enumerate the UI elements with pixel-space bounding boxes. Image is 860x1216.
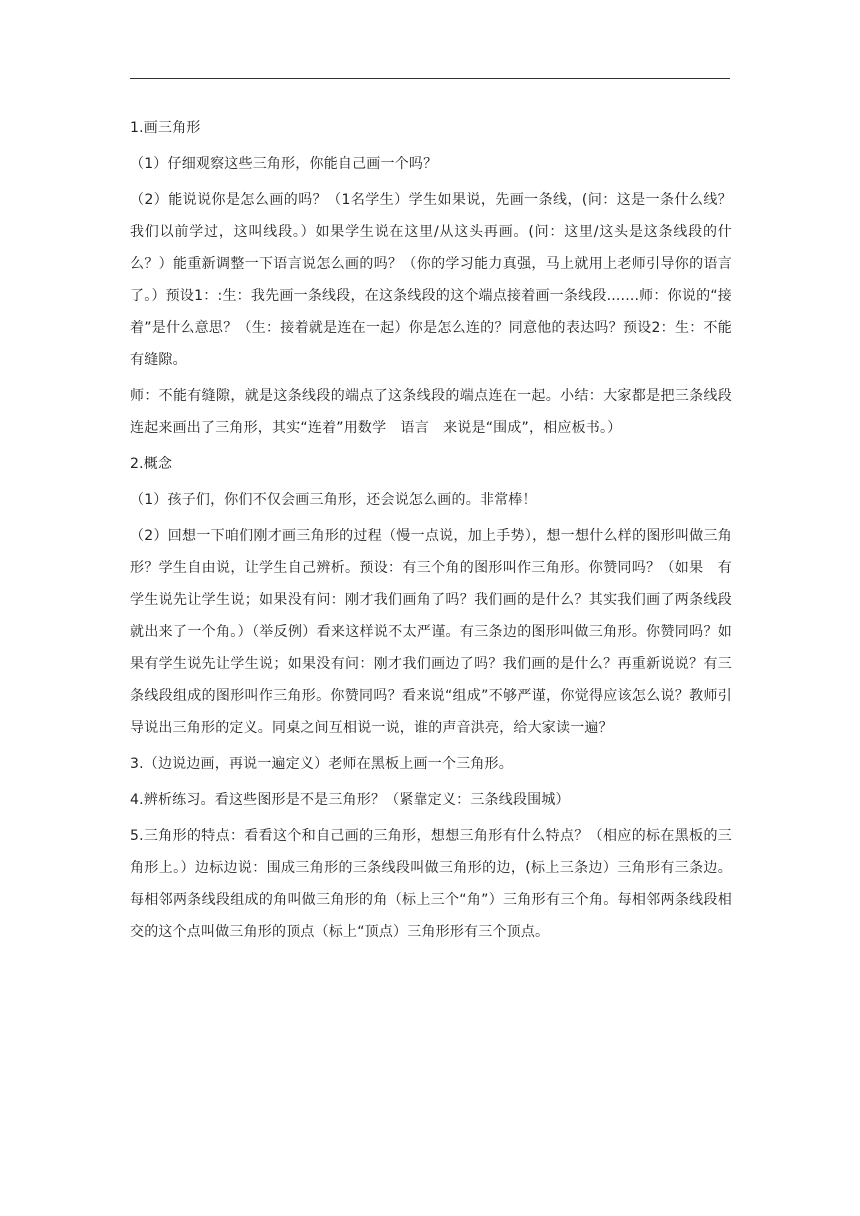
paragraph: （1）仔细观察这些三角形，你能自己画一个吗？ xyxy=(130,156,438,172)
section-heading-concept: 2.概念 xyxy=(130,456,173,472)
section-heading-draw-triangle: 1.画三角形 xyxy=(130,120,201,136)
paragraph: 4.辨析练习。看这些图形是不是三角形？（紧靠定义：三条线段围城） xyxy=(130,792,570,808)
document-body xyxy=(130,112,732,948)
header-rule xyxy=(130,78,730,79)
paragraph: 3.（边说边画，再说一遍定义）老师在黑板上画一个三角形。 xyxy=(130,756,513,772)
paragraph: 5.三角形的特点：看看这个和自己画的三角形，想想三角形有什么特点？（相应的标在黑板的三角形上。）边标边说：围成三角形的三条线段叫做三角形的边，(标上三条边）三角形有三条边。每相邻两条线段组成的角叫做三角形的角（标上三个“角”）三角形有三个角。每相邻两条线段相交的这个点叫做三角形的顶点（标上“顶点）三角形形有三个顶点。 xyxy=(130,828,732,940)
paragraph: （2）能说说你是怎么画的吗？（1名学生）学生如果说，先画一条线，(问：这是一条什么线？我们以前学过，这叫线段。）如果学生说在这里/从这头再画。(问：这里/这头是这条线段的什么？）能重新调整一下语言说怎么画的吗？（你的学习能力真强，马上就用上老师引导你的语言了。）预设1：:生：我先画一条线段，在这条线段的这个端点接着画一条线段.......师：你说的“接着”是什么意思？（生：接着就是连在一起）你是怎么连的？同意他的表达吗？预设2：生：不能有缝隙。 xyxy=(130,192,732,368)
paragraph: （2）回想一下咱们刚才画三角形的过程（慢一点说，加上手势），想一想什么样的图形叫做三角形？学生自由说，让学生自己辨析。预设：有三个角的图形叫作三角形。你赞同吗？（如果 有学生说先让学生说；如果没有问：刚才我们画角了吗？我们画的是什么？其实我们画了两条线段就出来了一个角。）（举反例）看来这样说不太严谨。有三条边的图形叫做三角形。你赞同吗？如果有学生说先让学生说；如果没有问：刚才我们画边了吗？我们画的是什么？再重新说说？有三条线段组成的图形叫作三角形。你赞同吗？看来说“组成”不够严谨，你觉得应该怎么说？教师引导说出三角形的定义。同桌之间互相说一说，谁的声音洪亮，给大家读一遍？ xyxy=(130,528,732,736)
paragraph: 师：不能有缝隙，就是这条线段的端点了这条线段的端点连在一起。小结：大家都是把三条线段连起来画出了三角形，其实“连着”用数学 语言 来说是“围成”，相应板书。） xyxy=(130,388,732,436)
paragraph: （1）孩子们，你们不仅会画三角形，还会说怎么画的。非常棒！ xyxy=(130,492,537,508)
